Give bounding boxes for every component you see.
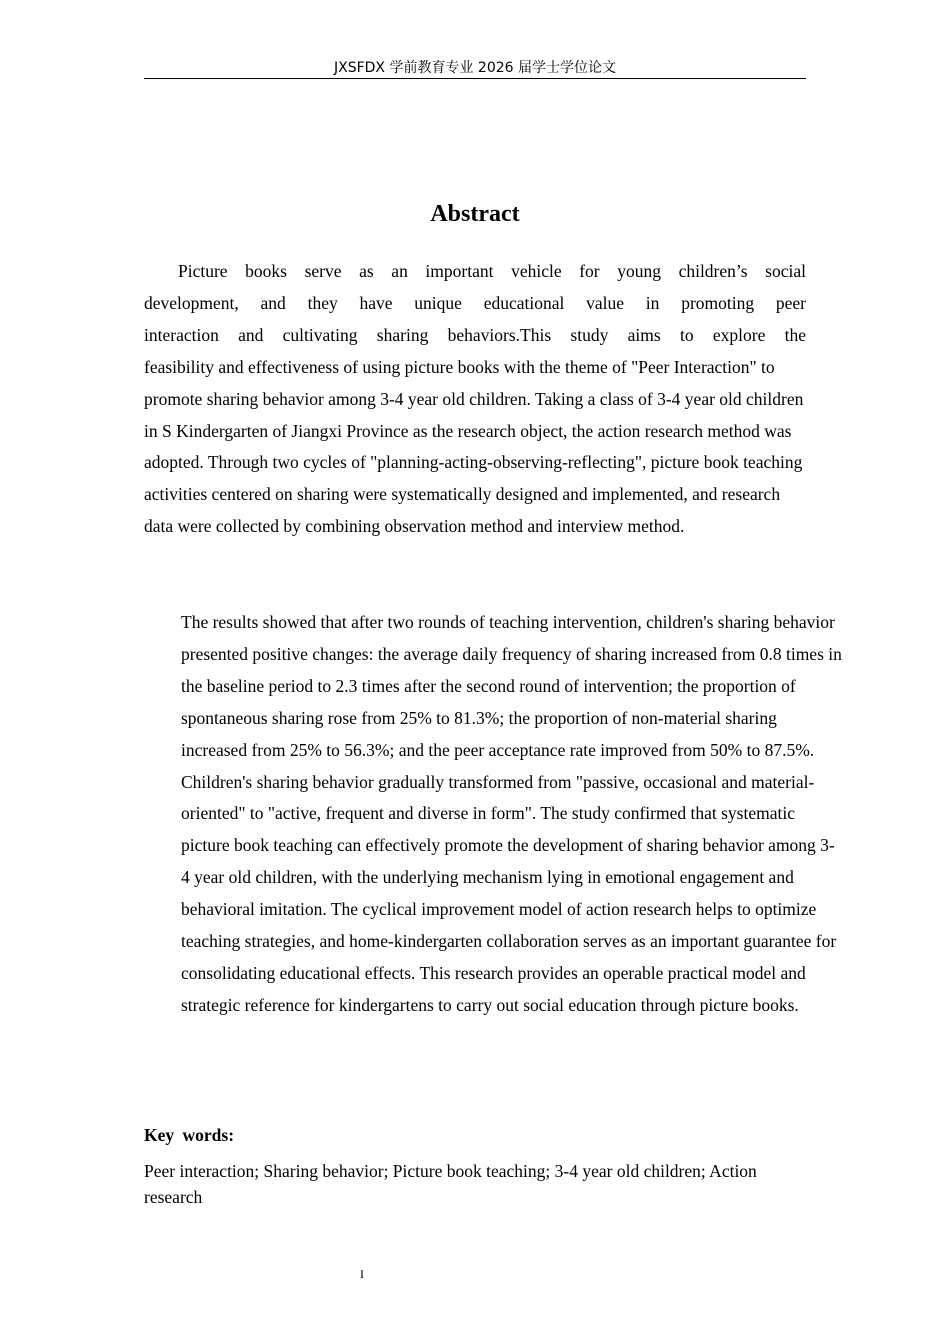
abstract-paragraph-1 (144, 256, 806, 543)
page-number: I (360, 1267, 364, 1281)
paragraph-1-line-1: Picture books serve as an important vehicle for young children’s social (178, 261, 806, 281)
paragraph-1-line-2: development, and they have unique educational value in promoting peer (144, 292, 806, 313)
page-header: JXSFDX 学前教育专业 2026 届学士学位论文 (144, 58, 806, 79)
abstract-title: Abstract (430, 201, 520, 227)
keywords-label: Key words: (144, 1125, 235, 1145)
abstract-paragraph-2: The results showed that after two rounds of teaching intervention, children's sharing behavior presented positive changes: the average daily frequency of sharing increased from 0.8 times in the baseline period to 2.3 times after the second round of intervention; the proportion of spontaneous sharing rose from 25% to 81.3%; the proportion of non-material sharing increased from 25% to 56.3%; and the peer acceptance rate improved from 50% to 87.5%. Children's sharing behavior gradually transformed from "passive, occasional and material-oriented" to "active, frequent and diverse in form". The study confirmed that systematic picture book teaching can effectively promote the development of sharing behavior among 3-4 year old children, with the underlying mechanism lying in emotional engagement and behavioral imitation. The cyclical improvement model of action research helps to optimize teaching strategies, and home-kindergarten collaboration serves as an important guarantee for consolidating educational effects. This research provides an operable practical model and strategic reference for kindergartens to carry out social education through picture books. (181, 612, 842, 1015)
paragraph-1-rest: feasibility and effectiveness of using picture books with the theme of "Peer Interaction" to promote sharing behavior among 3-4 year old children. Taking a class of 3-4 year old children in S Kindergarten of Jiangxi Province as the research object, the action research method was adopted. Through two cycles of "planning-acting-observing-reflecting", picture book teaching activities centered on sharing were systematically designed and implemented, and research data were collected by combining observation method and interview method. (144, 356, 804, 537)
paragraph-1-line-3: interaction and cultivating sharing behaviors.This study aims to explore the (144, 324, 806, 345)
keywords-text: Peer interaction; Sharing behavior; Picture book teaching; 3-4 year old children; Action research (144, 1161, 757, 1207)
